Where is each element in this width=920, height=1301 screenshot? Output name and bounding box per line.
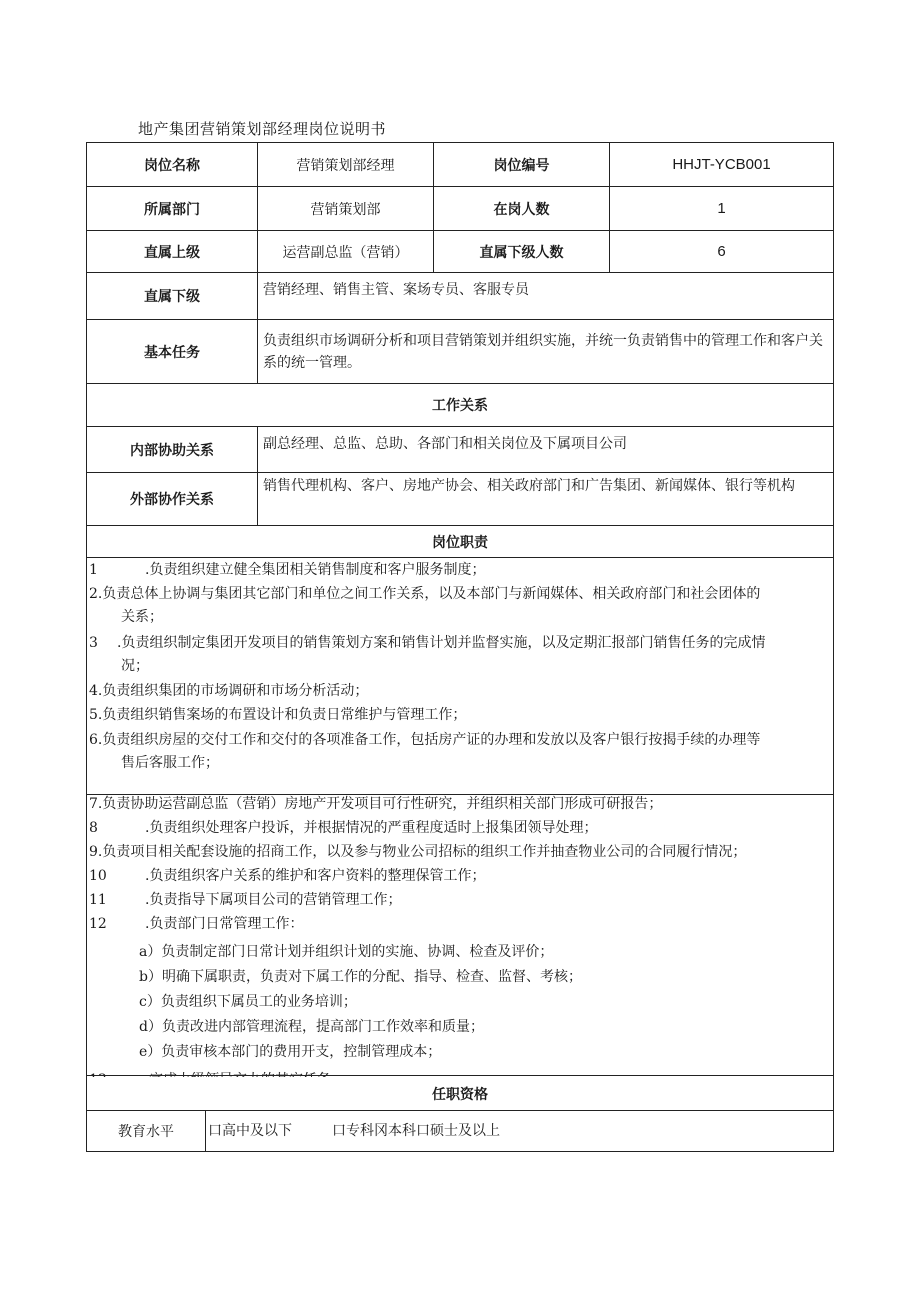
subordinate-count-value: 6 <box>717 243 726 260</box>
duty-item: 3 .负责组织制定集团开发项目的销售策划方案和销售计划并监督实施，以及定期汇报部门销售任务的完成情 况； <box>89 635 766 674</box>
duty-item: 8 .负责组织处理客户投诉，并根据情况的严重程度适时上报集团领导处理； <box>89 820 598 836</box>
position-code-value: HHJT-YCB001 <box>672 156 771 173</box>
duty-item: 10 .负责组织客户关系的维护和客户资料的整理保管工作； <box>89 868 486 884</box>
superior-value: 运营副总监（营销） <box>282 244 409 261</box>
sub-duty-item: b）明确下属职责，负责对下属工作的分配、指导、检查、监督、考核； <box>139 969 582 985</box>
duty-item: 4.负责组织集团的市场调研和市场分析活动； <box>89 683 369 699</box>
superior-label: 直属上级 <box>144 244 200 261</box>
duty-item: 5.负责组织销售案场的布置设计和负责日常维护与管理工作； <box>89 707 467 723</box>
department-value: 营销策划部 <box>310 201 381 218</box>
document-title: 地产集团营销策划部经理岗位说明书 <box>138 120 387 138</box>
subordinate-count-label: 直属下级人数 <box>479 244 564 261</box>
duties-list <box>87 559 833 794</box>
external-relations-value: 销售代理机构、客户、房地产协会、相关政府部门和广告集团、新闻媒体、银行等机构 <box>263 478 795 494</box>
row-divider <box>87 557 833 558</box>
sub-duty-item: c）负责组织下属员工的业务培训； <box>139 994 357 1010</box>
position-name-label: 岗位名称 <box>144 157 200 174</box>
position-name-value: 营销策划部经理 <box>296 157 395 174</box>
qualifications-top-rule <box>86 1075 834 1076</box>
education-label: 教育水平 <box>118 1124 174 1140</box>
duty-item: 11 .负责指导下属项目公司的营销管理工作； <box>89 892 402 908</box>
duties-list-continued <box>87 793 833 1111</box>
duties-header: 岗位职责 <box>432 534 488 551</box>
position-code-label: 岗位编号 <box>493 157 550 174</box>
qualifications-header: 任职资格 <box>87 1077 833 1110</box>
department-label: 所属部门 <box>144 201 200 218</box>
task-label: 基本任务 <box>144 344 200 361</box>
job-description-table <box>86 142 834 1152</box>
sub-duty-item: a）负责制定部门日常计划并组织计划的实施、协调、检查及评价； <box>139 944 554 960</box>
education-option-college-plus: 口专科冈本科口硕士及以上 <box>332 1123 500 1139</box>
duty-item: 12 .负责部门日常管理工作： <box>89 916 304 932</box>
subordinates-label: 直属下级 <box>144 289 200 305</box>
subordinates-value: 营销经理、销售主管、案场专员、客服专员 <box>263 282 529 298</box>
duty-item: 1 .负责组织建立健全集团相关销售制度和客户服务制度； <box>89 562 486 578</box>
internal-relations-value: 副总经理、总监、总助、各部门和相关岗位及下属项目公司 <box>263 436 627 452</box>
duty-item: 6.负责组织房屋的交付工作和交付的各项准备工作，包括房产证的办理和发放以及客户银行按揭手续的办理等 售后客服工作； <box>89 732 761 771</box>
duty-item: 9.负责项目相关配套设施的招商工作，以及参与物业公司招标的组织工作并抽查物业公司的合同履行情况； <box>89 844 747 860</box>
headcount-value: 1 <box>717 200 726 217</box>
relations-header: 工作关系 <box>432 398 488 414</box>
duty-item: 7.负责协助运营副总监（营销）房地产开发项目可行性研究，并组织相关部门形成可研报告； <box>89 796 663 812</box>
duty-item: 2.负责总体上协调与集团其它部门和单位之间工作关系，以及本部门与新闻媒体、相关政府部门和社会团体的 关系； <box>89 586 761 625</box>
external-relations-label: 外部协作关系 <box>130 492 214 508</box>
sub-duty-item: e）负责审核本部门的费用开支，控制管理成本； <box>139 1044 442 1060</box>
education-options <box>206 1111 833 1151</box>
sub-duty-item: d）负责改进内部管理流程，提高部门工作效率和质量； <box>139 1019 484 1035</box>
task-value: 负责组织市场调研分析和项目营销策划并组织实施，并统一负责销售中的管理工作和客户关系的统一管理。 <box>263 332 823 371</box>
education-option-high-school: 口高中及以下 <box>208 1123 292 1139</box>
internal-relations-label: 内部协助关系 <box>130 442 214 459</box>
headcount-label: 在岗人数 <box>493 201 550 218</box>
